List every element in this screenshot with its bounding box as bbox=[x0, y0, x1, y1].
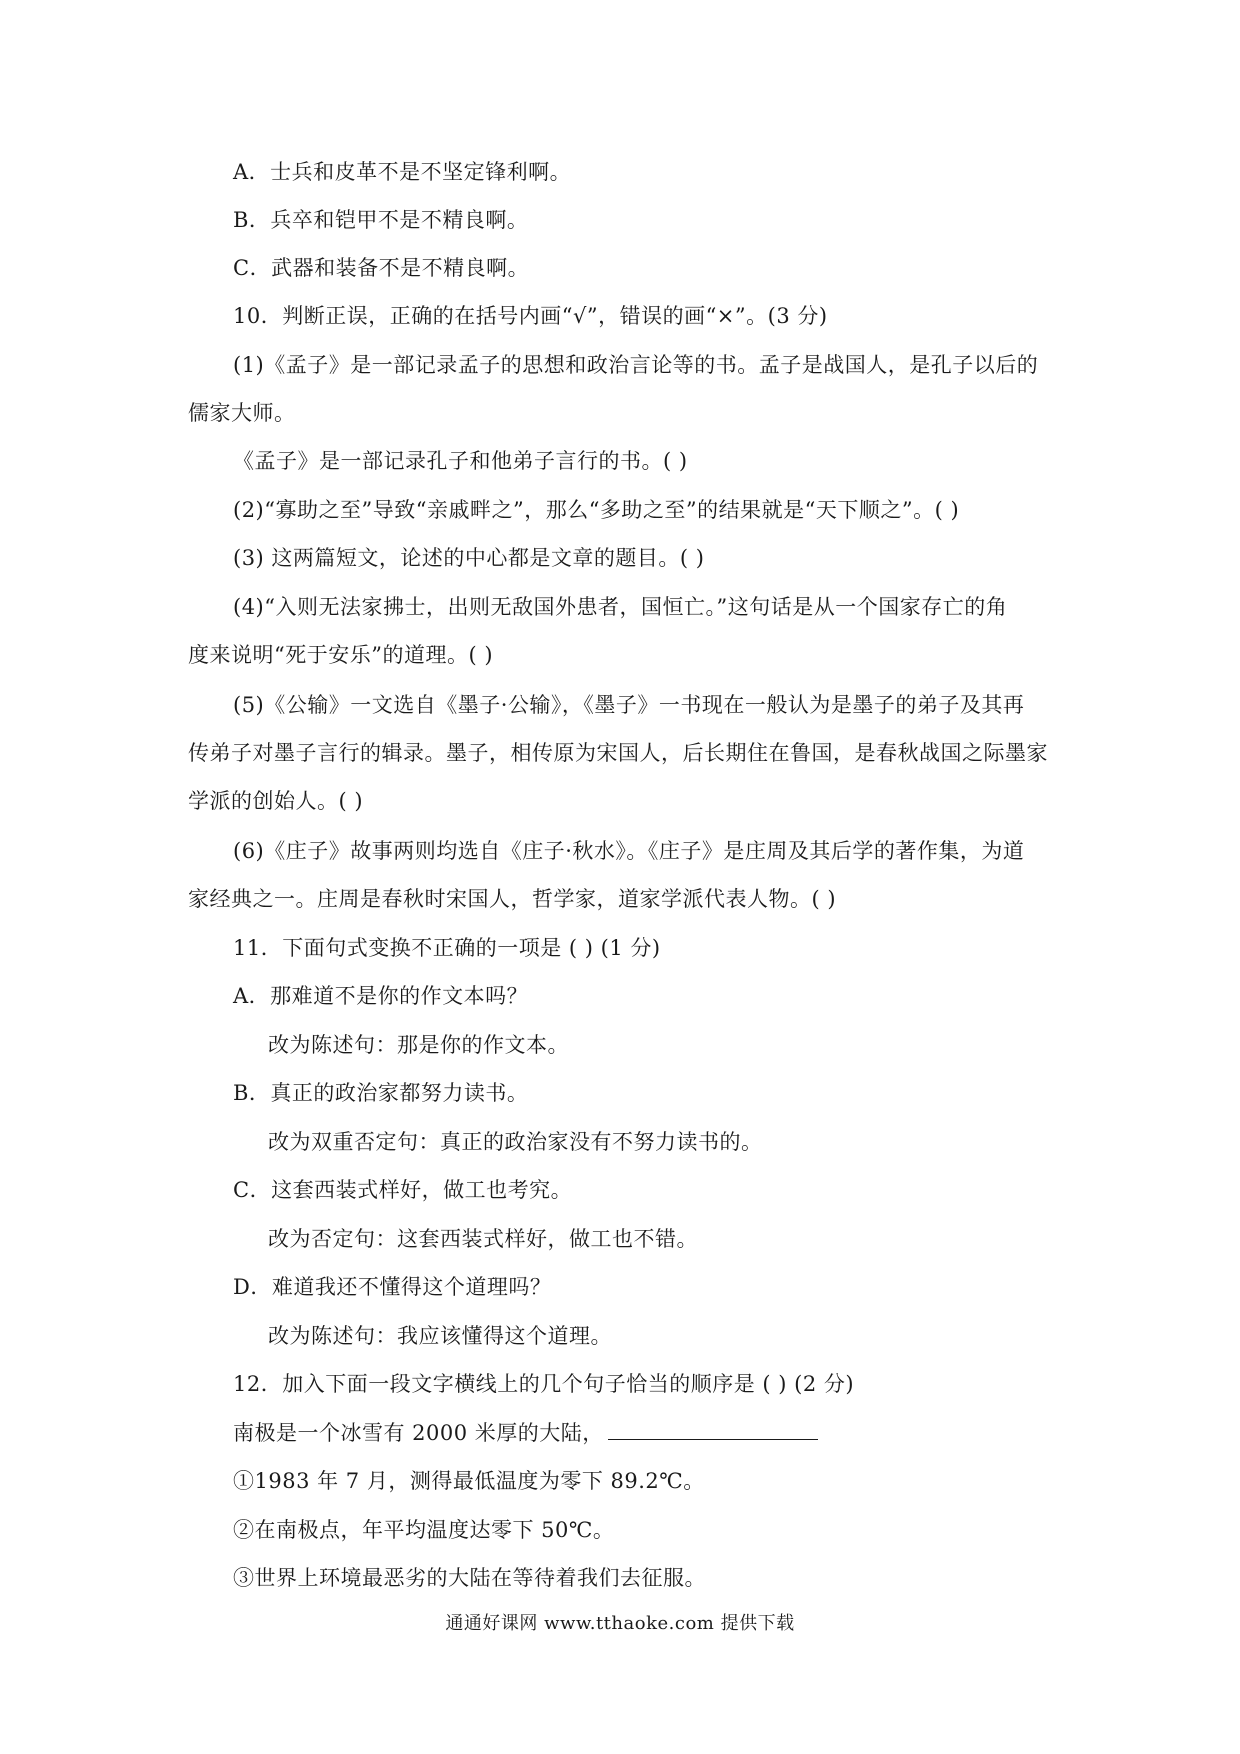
q10-item-1-line3: 《孟子》是一部记录孔子和他弟子言行的书。( ) bbox=[233, 449, 688, 473]
q11-option-c-change: 改为否定句：这套西装式样好，做工也不错。 bbox=[268, 1227, 698, 1251]
question-12-title: 12．加入下面一段文字横线上的几个句子恰当的顺序是 ( ) (2 分) bbox=[233, 1372, 855, 1396]
q10-item-5-line2: 传弟子对墨子言行的辑录。墨子，相传原为宋国人，后长期住在鲁国，是春秋战国之际墨家 bbox=[188, 741, 1048, 765]
q11-option-c: C．这套西装式样好，做工也考究。 bbox=[233, 1178, 573, 1202]
question-10-title: 10．判断正误，正确的在括号内画“√”，错误的画“×”。(3 分) bbox=[233, 304, 828, 328]
q11-option-a-change: 改为陈述句：那是你的作文本。 bbox=[268, 1033, 569, 1057]
q10-item-6-line2: 家经典之一。庄周是春秋时宋国人，哲学家，道家学派代表人物。( ) bbox=[188, 887, 837, 911]
q11-option-d-change: 改为陈述句：我应该懂得这个道理。 bbox=[268, 1324, 612, 1348]
q11-option-d: D．难道我还不懂得这个道理吗？ bbox=[233, 1275, 552, 1299]
page-footer: 通通好课网 www.tthaoke.com 提供下载 bbox=[445, 1613, 795, 1634]
q12-passage-text: 南极是一个冰雪有 2000 米厚的大陆， bbox=[233, 1421, 604, 1445]
q10-item-4-line1: (4)“入则无法家拂士，出则无敌国外患者，国恒亡。”这句话是从一个国家存亡的角 bbox=[233, 595, 1008, 619]
q12-sentence-1: ①1983 年 7 月，测得最低温度为零下 89.2℃。 bbox=[233, 1469, 705, 1493]
q10-item-6-line1: (6)《庄子》故事两则均选自《庄子·秋水》。《庄子》是庄周及其后学的著作集，为道 bbox=[233, 839, 1025, 863]
q10-item-5-line1: (5)《公输》一文选自《墨子·公输》，《墨子》一书现在一般认为是墨子的弟子及其再 bbox=[233, 693, 1025, 717]
q10-item-2: (2)“寡助之至”导致“亲戚畔之”，那么“多助之至”的结果就是“天下顺之”。( ) bbox=[233, 498, 960, 522]
q10-item-5-line3: 学派的创始人。( ) bbox=[188, 789, 364, 813]
option-c: C．武器和装备不是不精良啊。 bbox=[233, 256, 530, 280]
q11-option-b-change: 改为双重否定句：真正的政治家没有不努力读书的。 bbox=[268, 1130, 763, 1154]
q10-item-1-line1: (1)《孟子》是一部记录孟子的思想和政治言论等的书。孟子是战国人，是孔子以后的 bbox=[233, 353, 1039, 377]
q12-sentence-3: ③世界上环境最恶劣的大陆在等待着我们去征服。 bbox=[233, 1566, 706, 1590]
q10-item-3: (3) 这两篇短文，论述的中心都是文章的题目。( ) bbox=[233, 546, 705, 570]
option-b: B．兵卒和铠甲不是不精良啊。 bbox=[233, 208, 529, 232]
q11-option-b: B．真正的政治家都努力读书。 bbox=[233, 1081, 529, 1105]
option-a: A．士兵和皮革不是不坚定锋利啊。 bbox=[233, 160, 572, 184]
fill-blank-line bbox=[608, 1421, 818, 1440]
question-11-title: 11．下面句式变换不正确的一项是 ( ) (1 分) bbox=[233, 936, 661, 960]
q12-sentence-2: ②在南极点，年平均温度达零下 50℃。 bbox=[233, 1518, 615, 1542]
q10-item-1-line2: 儒家大师。 bbox=[188, 401, 296, 425]
q10-item-4-line2: 度来说明“死于安乐”的道理。( ) bbox=[188, 643, 494, 667]
q12-passage bbox=[233, 1418, 818, 1448]
q11-option-a: A．那难道不是你的作文本吗？ bbox=[233, 984, 529, 1008]
